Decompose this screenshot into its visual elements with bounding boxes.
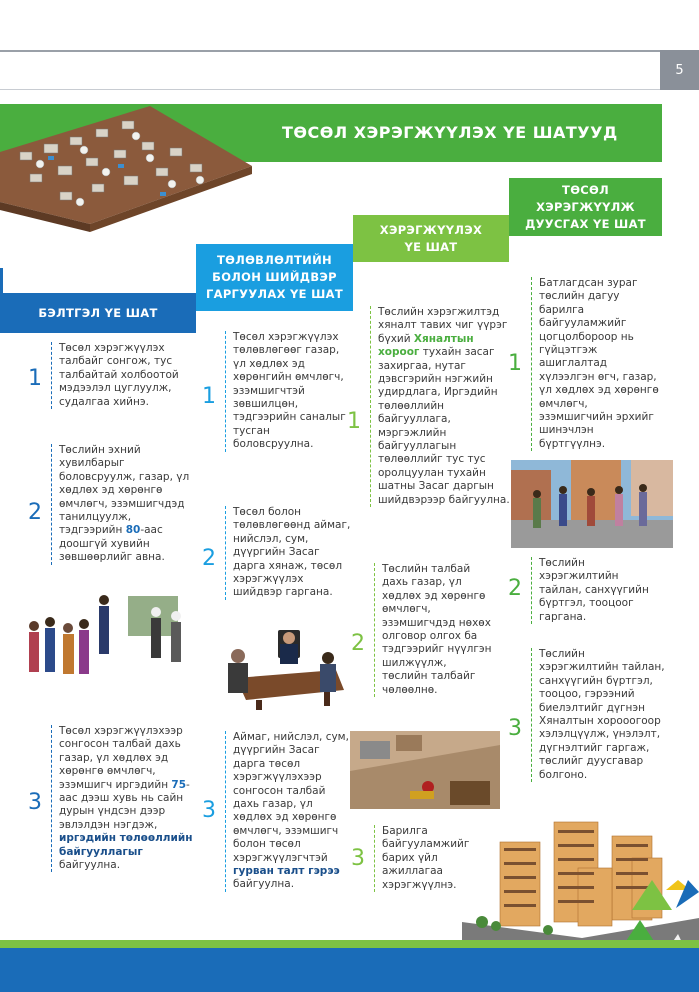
step-number: 1 bbox=[202, 384, 216, 409]
step-text: Төслийн хэрэгжилтийн тайлан, санхүүгийн бүртгэл, тооцоо, гэрээний биелэлтийг дүгнэн Хяналтын хорооогоор хэлэлцүүлж, үнэлэлт, дүгнэлтийг гаргаж, төслийг дуусгавар болгоно. bbox=[531, 648, 667, 782]
celebration-illustration bbox=[511, 460, 673, 548]
step-number: 2 bbox=[351, 631, 365, 656]
phase-final-label-1: ТӨСӨЛ bbox=[562, 182, 609, 197]
phase-prep-label: БЭЛТГЭЛ ҮЕ ШАТ bbox=[38, 305, 158, 320]
step-text: Төслийн хэрэгжилтэд хяналт тавих чиг үүрэг бүхий Хяналтын хороог тухайн засаг захиргаа, нутаг дэвсгэрийн нэгжийн удирдлага, Иргэдийн төлөөллийн байгууллага, мэргэжлийн байгууллагын төлөөллийг тус тус оролцуулан тухайн шатны Засаг даргын шийдвэрээр байгуулна. bbox=[370, 306, 512, 507]
step-text: Төсөл хэрэгжүүлэх төлөвлөгөөг газар, үл хөдлөх эд хөрөнгийн өмчлөгч, эзэмшигчтэй зөвшилцөн, тэдгээрийн саналыг тусган боловсруулна. bbox=[225, 331, 353, 452]
highlight-agreement: гурван талт гэрээ bbox=[233, 865, 340, 878]
step-number: 2 bbox=[28, 500, 42, 525]
step-text: Аймаг, нийслэл, сум, дүүргийн Засаг дарга төсөл хэрэгжүүлэхээр сонгосон талбай дахь газар, үл хөдлөх эд хөрөнгө өмчлөгч, эзэмшигч болон төсөл хэрэгжүүлэгчтэй гурван талт гэрээ байгуулна. bbox=[225, 731, 353, 892]
phase-impl-label-1: ХЭРЭГЖҮҮЛЭХ bbox=[379, 222, 483, 237]
step-text: Төсөл хэрэгжүүлэхээр сонгосон талбай дахь газар, үл хөдлөх эд хөрөнгө өмчлөгч, эзэмшигч иргэдийн 75-аас дээш хувь нь сайн дурын үндсэн дээр эвлэлдэн нэгдэж, иргэдийн төлөөллийн байгууллагыг байгуулна. bbox=[51, 725, 199, 872]
step-number: 1 bbox=[347, 409, 361, 434]
header-rule bbox=[0, 50, 660, 52]
phase-planning-header bbox=[196, 244, 353, 311]
phase-planning-label-3: ГАРГУУЛАХ ҮЕ ШАТ bbox=[206, 287, 343, 301]
phase-implementation-header bbox=[353, 215, 509, 262]
step-number: 3 bbox=[351, 846, 365, 871]
phase-planning-label-2: БОЛОН ШИЙДВЭР bbox=[212, 270, 337, 284]
phase-impl-label-2: ҮЕ ШАТ bbox=[404, 239, 458, 254]
highlight-committee: Хяналтын хороог bbox=[378, 332, 474, 359]
highlight-organization: иргэдийн төлөөллийн байгууллагыг bbox=[59, 832, 193, 858]
step-number: 1 bbox=[508, 351, 522, 376]
step-number: 2 bbox=[508, 576, 522, 601]
page-number: 5 bbox=[660, 50, 699, 90]
step-text: Батлагдсан зураг төслийн дагуу барилга байгууламжийг цогцолбороор нь гүйцэтгэж ашиглалтад хүлээлгэн өгч, газар, үл хөдлөх эд хөрөнгө өмчлөгч, эзэмшигчийн эрхийг шинэчлэн бүртгүүлнэ. bbox=[531, 277, 661, 451]
phase-final-header bbox=[509, 178, 662, 236]
construction-site-illustration bbox=[350, 731, 500, 809]
phase-final-label-2: ХЭРЭГЖҮҮЛЖ bbox=[536, 199, 635, 214]
step-number: 3 bbox=[28, 790, 42, 815]
step-number: 3 bbox=[202, 798, 216, 823]
step-text: Төслийн эхний хувилбарыг боловсруулж, газар, үл хөдлөх эд хөрөнгө өмчлөгч, эзэмшигчдэд танилцуулж, тэдгээрийн 80-аас доошгүй хувийн зөвшөөрлийг авна. bbox=[51, 444, 194, 565]
step-number: 3 bbox=[508, 716, 522, 741]
phase-prep-header bbox=[0, 293, 196, 333]
step-text: Төслийн талбай дахь газар, үл хөдлөх эд хөрөнгө өмчлөгч, эзэмшигчдэд нөхөх олговор олгох ба тэдгээрийг нүүлгэн шилжүүлж, төслийн талбайг чөлөөлнө. bbox=[374, 563, 494, 697]
footer-green-stripe bbox=[0, 940, 699, 948]
step-number: 2 bbox=[202, 546, 216, 571]
highlight-percent: 75 bbox=[171, 778, 187, 791]
residents-illustration bbox=[18, 592, 198, 694]
footer-blue-band bbox=[0, 948, 699, 992]
highlight-percent: 80 bbox=[125, 524, 141, 537]
header-rule-lower bbox=[0, 89, 660, 90]
meeting-illustration bbox=[216, 626, 351, 712]
step-text: Төслийн хэрэгжилтийн тайлан, санхүүгийн бүртгэл, тооцоог гаргана. bbox=[531, 557, 661, 624]
step-number: 1 bbox=[28, 366, 42, 391]
phase-planning-label-1: ТӨЛӨВЛӨЛТИЙН bbox=[217, 253, 332, 267]
step-text: Төсөл болон төлөвлөгөөнд аймаг, нийслэл, сум, дүүргийн Засаг дарга хянаж, төсөл хэрэгжүүлэх шийдвэр гаргана. bbox=[225, 506, 353, 600]
ger-district-illustration bbox=[0, 92, 260, 242]
step-text: Төсөл хэрэгжүүлэх талбайг сонгож, тус талбайтай холбоотой мэдээлэл цуглуулж, судалгаа хийнэ. bbox=[51, 342, 194, 409]
phase-final-label-3: ДУУСГАХ ҮЕ ШАТ bbox=[525, 216, 646, 231]
page-title: ТӨСӨЛ ХЭРЭГЖҮҮЛЭХ ҮЕ ШАТУУД bbox=[282, 123, 618, 142]
step-text: Барилга байгууламжийг барих үйл ажиллагаа хэрэгжүүлнэ. bbox=[374, 825, 494, 892]
